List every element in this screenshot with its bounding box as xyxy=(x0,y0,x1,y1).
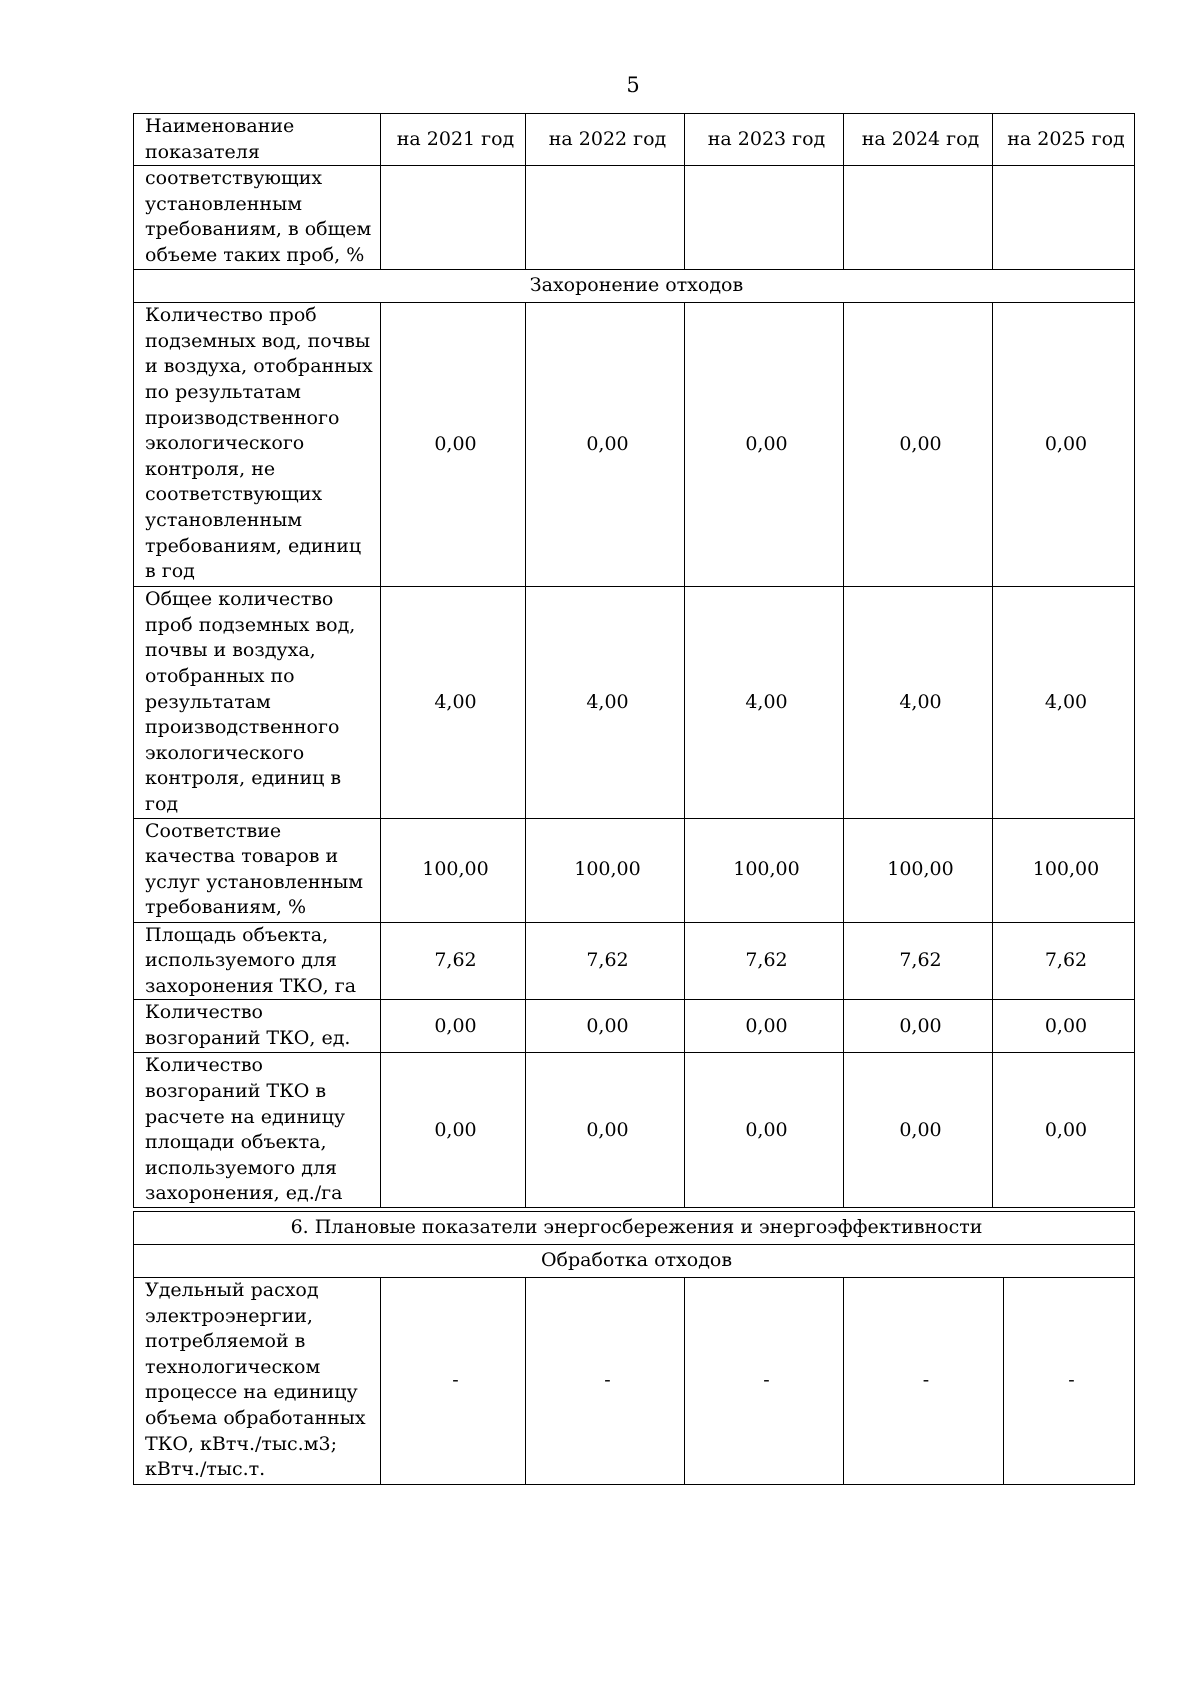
row-value-2024: 0,00 xyxy=(844,1053,993,1208)
row-value-2023: 0,00 xyxy=(685,1053,844,1208)
row-value-2025: 7,62 xyxy=(993,922,1135,1000)
row-value-2023 xyxy=(685,166,844,270)
row-value-2022: 0,00 xyxy=(526,1053,685,1208)
header-year-2024: на 2024 год xyxy=(844,114,993,166)
row-value-2023: 0,00 xyxy=(685,303,844,587)
row-value-2022: 7,62 xyxy=(526,922,685,1000)
table-row xyxy=(134,1278,1135,1485)
header-indicator-name: Наименование показателя xyxy=(134,114,381,166)
table-row xyxy=(134,166,1135,270)
page-number: 5 xyxy=(626,73,640,97)
row-value-2021: 0,00 xyxy=(381,1000,526,1053)
row-value-2021: 4,00 xyxy=(381,587,526,818)
row-value-2024 xyxy=(844,166,993,270)
section-row xyxy=(134,270,1135,303)
row-value-2025: 0,00 xyxy=(993,1053,1135,1208)
row-value-2024: 100,00 xyxy=(844,818,993,922)
row-name: Соответствие качества товаров и услуг установленным требованиям, % xyxy=(134,818,381,922)
row-value-2024: 0,00 xyxy=(844,303,993,587)
row-value-2023: 0,00 xyxy=(685,1000,844,1053)
header-year-2022: на 2022 год xyxy=(526,114,685,166)
table-row xyxy=(134,303,1135,587)
row-value-2024: 4,00 xyxy=(844,587,993,818)
section-title: Захоронение отходов xyxy=(134,270,1135,303)
header-year-2023: на 2023 год xyxy=(685,114,844,166)
row-value-2021: 7,62 xyxy=(381,922,526,1000)
row-value-2021 xyxy=(381,166,526,270)
row-name: Количество возгораний ТКО в расчете на единицу площади объекта, используемого для захоронения, ед./га xyxy=(134,1053,381,1208)
row-name: Удельный расход электроэнергии, потребляемой в технологическом процессе на единицу объема обработанных ТКО, кВтч./тыс.м3; кВтч./тыс.т. xyxy=(134,1278,381,1485)
row-value-2022 xyxy=(526,166,685,270)
row-name: Количество возгораний ТКО, ед. xyxy=(134,1000,381,1053)
row-value-2023: 7,62 xyxy=(685,922,844,1000)
row-value-2022: 0,00 xyxy=(526,1000,685,1053)
row-value-2022: 100,00 xyxy=(526,818,685,922)
row-value-2022: 4,00 xyxy=(526,587,685,818)
table-row xyxy=(134,1000,1135,1053)
table-title-row xyxy=(134,1212,1135,1245)
row-value-2025: 4,00 xyxy=(993,587,1135,818)
header-year-2021: на 2021 год xyxy=(381,114,526,166)
row-value-2023: 100,00 xyxy=(685,818,844,922)
energy-indicators-table xyxy=(133,1211,1135,1485)
row-value-2021: - xyxy=(381,1278,526,1485)
row-value-2025: 0,00 xyxy=(993,1000,1135,1053)
section-title: Обработка отходов xyxy=(134,1245,1135,1278)
row-value-2021: 100,00 xyxy=(381,818,526,922)
table-title: 6. Плановые показатели энергосбережения и энергоэффективности xyxy=(134,1212,1135,1245)
table-header-row xyxy=(134,114,1135,166)
row-value-2024: - xyxy=(844,1278,1004,1485)
table-row xyxy=(134,922,1135,1000)
row-name: Площадь объекта, используемого для захоронения ТКО, га xyxy=(134,922,381,1000)
row-name: соответствующих установленным требованиям, в общем объеме таких проб, % xyxy=(134,166,381,270)
table-row xyxy=(134,1053,1135,1208)
row-value-2021: 0,00 xyxy=(381,1053,526,1208)
section-row xyxy=(134,1245,1135,1278)
row-value-2023: - xyxy=(685,1278,844,1485)
row-name: Количество проб подземных вод, почвы и воздуха, отобранных по результатам производственного экологического контроля, не соответствующих установленным требованиям, единиц в год xyxy=(134,303,381,587)
indicators-table xyxy=(133,113,1135,1208)
row-value-2022: 0,00 xyxy=(526,303,685,587)
row-value-2024: 7,62 xyxy=(844,922,993,1000)
row-value-2023: 4,00 xyxy=(685,587,844,818)
row-value-2025 xyxy=(993,166,1135,270)
row-value-2025: 0,00 xyxy=(993,303,1135,587)
row-value-2022: - xyxy=(526,1278,685,1485)
row-value-2025: - xyxy=(1004,1278,1135,1485)
row-value-2025: 100,00 xyxy=(993,818,1135,922)
row-value-2024: 0,00 xyxy=(844,1000,993,1053)
header-year-2025: на 2025 год xyxy=(993,114,1135,166)
table-row xyxy=(134,818,1135,922)
row-name: Общее количество проб подземных вод, почвы и воздуха, отобранных по результатам производственного экологического контроля, единиц в год xyxy=(134,587,381,818)
table-row xyxy=(134,587,1135,818)
row-value-2021: 0,00 xyxy=(381,303,526,587)
